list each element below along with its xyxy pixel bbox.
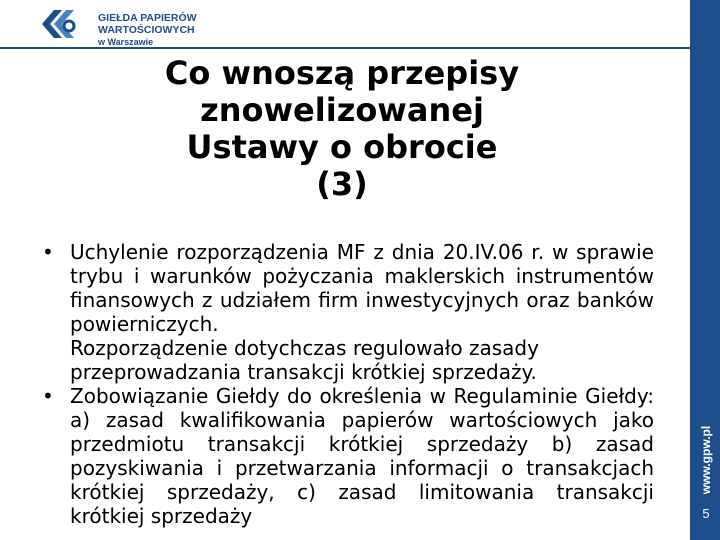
- page-number: 5: [702, 506, 710, 521]
- slide-content: [42, 240, 654, 528]
- title-line-2: znowelizowanej: [200, 91, 484, 129]
- bullet-2-paragraph-1: Zobowiązanie Giełdy do określenia w Regulaminie Giełdy: a) zasad kwalifikowania papierów wartościowych jako przedmiotu transakcji krótkiej sprzedaży b) zasad pozyskiwania i przetwarzania informacji o transakcjach krótkiej sprzedaży, c) zasad limitowania transakcji krótkiej sprzedaży: [70, 384, 654, 528]
- bullet-icon: •: [42, 240, 54, 264]
- logo-line-1: GIEŁDA PAPIERÓW: [98, 12, 197, 24]
- slide-title: [130, 55, 554, 203]
- bullet-item: [42, 240, 654, 384]
- title-line-1: Co wnoszą przepisy: [164, 54, 520, 92]
- header-divider: [0, 47, 690, 49]
- side-url: [694, 420, 718, 500]
- slide-header: [0, 0, 690, 50]
- title-line-4: (3): [316, 165, 368, 203]
- logo-line-2: WARTOŚCIOWYCH: [98, 24, 195, 36]
- bullet-1-paragraph-1: Uchylenie rozporządzenia MF z dnia 20.IV.06 r. w sprawie trybu i warunków pożyczania maklerskich instrumentów finansowych z udziałem firm inwestycyjnych oraz banków powierniczych.: [70, 240, 654, 336]
- title-line-3: Ustawy o obrocie: [186, 128, 498, 166]
- logo-text: [98, 12, 197, 48]
- logo-line-3: w Warszawie: [98, 37, 154, 47]
- gpw-logo-icon: [36, 4, 80, 44]
- bullet-1-paragraph-2: Rozporządzenie dotychczas regulowało zasady przeprowadzania transakcji krótkiej sprzedaży.: [70, 336, 539, 384]
- bullet-item: [42, 384, 654, 528]
- bullet-icon: •: [42, 384, 54, 408]
- side-url-text: www.gpw.pl: [699, 425, 713, 495]
